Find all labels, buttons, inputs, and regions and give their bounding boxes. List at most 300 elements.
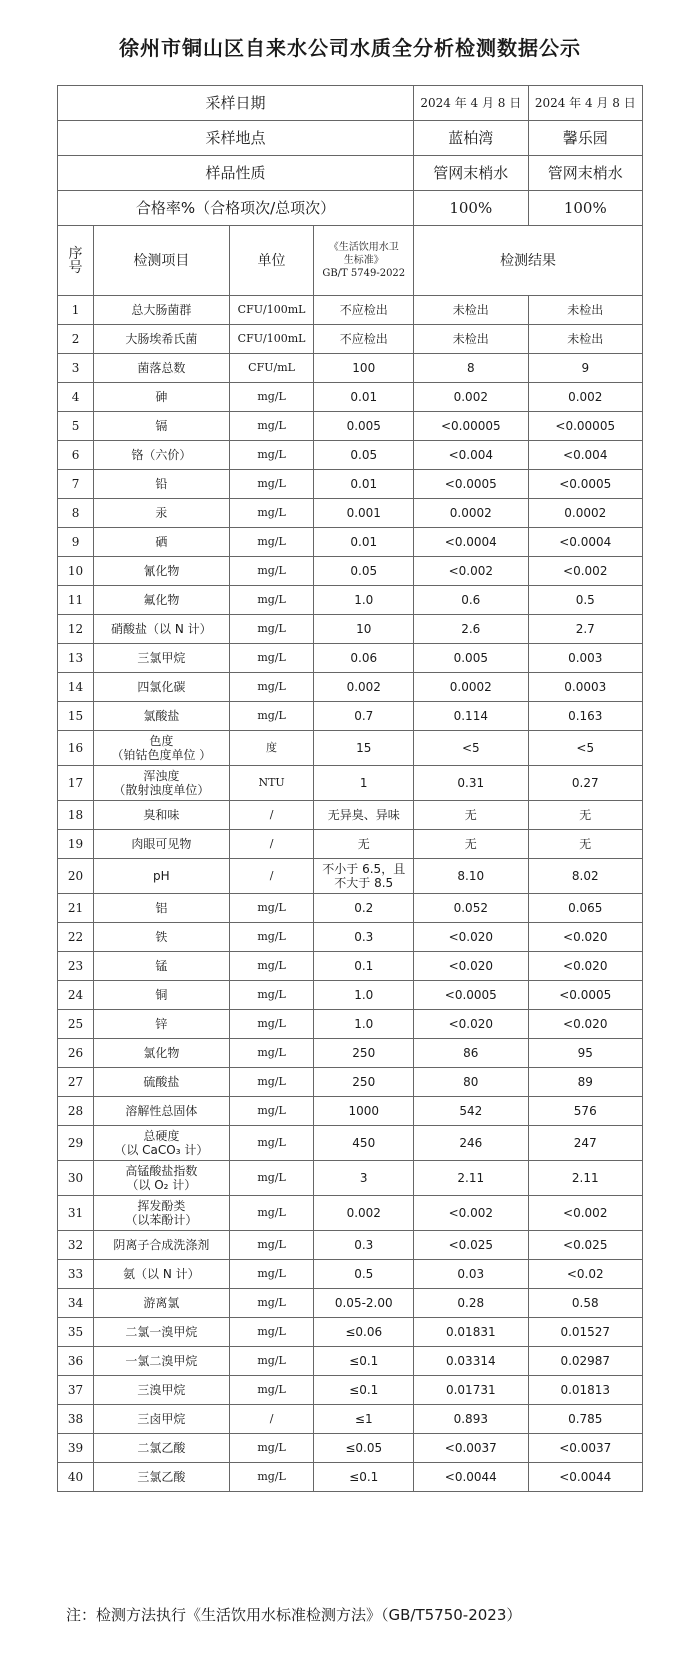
nature-value: 管网末梢水 xyxy=(528,156,642,191)
result-value: 0.03 xyxy=(414,1260,528,1289)
row-number: 24 xyxy=(58,981,94,1010)
standard-limit xyxy=(314,952,414,981)
standard-limit xyxy=(314,296,414,325)
unit: mg/L xyxy=(229,1231,314,1260)
unit: mg/L xyxy=(229,952,314,981)
result-value: 未检出 xyxy=(528,296,642,325)
table-row xyxy=(58,923,643,952)
standard-limit-line: 10 xyxy=(356,622,372,636)
item-name xyxy=(94,923,230,952)
item-name xyxy=(94,441,230,470)
unit: mg/L xyxy=(229,1196,314,1231)
result-value: 0.005 xyxy=(414,644,528,673)
standard-limit-line: 0.001 xyxy=(346,506,381,520)
table-row xyxy=(58,615,643,644)
rate-value: 100% xyxy=(528,191,642,226)
result-value: <0.0037 xyxy=(528,1434,642,1463)
row-number: 30 xyxy=(58,1161,94,1196)
item-name xyxy=(94,557,230,586)
standard-header-line: 生标准》 xyxy=(343,255,384,266)
unit: mg/L xyxy=(229,528,314,557)
row-number: 37 xyxy=(58,1376,94,1405)
table-row xyxy=(58,1039,643,1068)
table-row xyxy=(58,586,643,615)
date-value: 2024 年 4 月 8 日 xyxy=(528,86,642,121)
row-number: 11 xyxy=(58,586,94,615)
item-name-line: （以 O₂ 计） xyxy=(126,1178,197,1192)
result-value: <0.02 xyxy=(528,1260,642,1289)
standard-limit-line: 0.002 xyxy=(346,680,381,694)
result-value: 80 xyxy=(414,1068,528,1097)
table-row xyxy=(58,1161,643,1196)
unit-header: 单位 xyxy=(229,226,314,296)
row-number: 6 xyxy=(58,441,94,470)
table-row xyxy=(58,766,643,801)
standard-limit xyxy=(314,830,414,859)
row-number: 14 xyxy=(58,673,94,702)
row-number: 39 xyxy=(58,1434,94,1463)
item-name-line: 铅 xyxy=(155,477,168,491)
item-name-line: 二氯乙酸 xyxy=(137,1441,186,1455)
item-name-line: 氟化物 xyxy=(143,593,180,607)
item-name-line: 锰 xyxy=(155,959,168,973)
standard-limit xyxy=(314,644,414,673)
standard-limit-line: 1.0 xyxy=(354,988,374,1002)
standard-limit xyxy=(314,441,414,470)
seq-header-line: 序 xyxy=(68,245,83,262)
result-value: 0.893 xyxy=(414,1405,528,1434)
row-number: 21 xyxy=(58,894,94,923)
row-number: 12 xyxy=(58,615,94,644)
table-row xyxy=(58,1010,643,1039)
unit: mg/L xyxy=(229,383,314,412)
item-name xyxy=(94,766,230,801)
standard-limit xyxy=(314,1289,414,1318)
unit: mg/L xyxy=(229,1347,314,1376)
standard-limit xyxy=(314,766,414,801)
table-row xyxy=(58,1196,643,1231)
row-number: 10 xyxy=(58,557,94,586)
result-value: 0.01731 xyxy=(414,1376,528,1405)
standard-limit-line: ≤0.06 xyxy=(345,1325,383,1339)
water-quality-table xyxy=(57,85,643,1492)
item-name-line: 镉 xyxy=(155,419,168,433)
result-value: 0.065 xyxy=(528,894,642,923)
result-value: 246 xyxy=(414,1126,528,1161)
table-row xyxy=(58,830,643,859)
table-row xyxy=(58,1126,643,1161)
row-number: 4 xyxy=(58,383,94,412)
standard-limit-line: ≤0.1 xyxy=(349,1470,379,1484)
item-name-line: 高锰酸盐指数 xyxy=(125,1164,198,1178)
standard-header-line: 《生活饮用水卫 xyxy=(328,242,399,253)
table-row xyxy=(58,441,643,470)
result-value: 8.02 xyxy=(528,859,642,894)
standard-limit-line: 0.002 xyxy=(346,1206,381,1220)
standard-limit-line: 1000 xyxy=(348,1104,380,1118)
standard-limit-line: 0.05 xyxy=(350,448,378,462)
standard-limit-line: 不大于 8.5 xyxy=(334,876,394,890)
result-value: 2.6 xyxy=(414,615,528,644)
result-value: <0.002 xyxy=(528,557,642,586)
seq-header xyxy=(58,226,94,296)
result-value: 0.002 xyxy=(414,383,528,412)
standard-limit-line: 3 xyxy=(359,1171,368,1185)
item-name xyxy=(94,1463,230,1492)
row-number: 34 xyxy=(58,1289,94,1318)
item-name-line: （以苯酚计） xyxy=(125,1213,198,1227)
result-value: <0.00005 xyxy=(414,412,528,441)
item-name-line: 氯化物 xyxy=(143,1046,180,1060)
item-name xyxy=(94,1196,230,1231)
item-name xyxy=(94,354,230,383)
item-name-line: 色度 xyxy=(149,734,174,748)
item-name xyxy=(94,325,230,354)
unit: CFU/mL xyxy=(229,354,314,383)
item-name xyxy=(94,528,230,557)
nature-value: 管网末梢水 xyxy=(414,156,528,191)
item-name-line: 大肠埃希氏菌 xyxy=(125,332,198,346)
standard-limit-line: 100 xyxy=(352,361,376,375)
standard-header-line: GB/T 5749-2022 xyxy=(322,268,406,279)
table-row xyxy=(58,1318,643,1347)
unit: mg/L xyxy=(229,1126,314,1161)
table-row xyxy=(58,1231,643,1260)
standard-limit-line: ≤0.1 xyxy=(349,1354,379,1368)
result-value: <0.002 xyxy=(414,1196,528,1231)
table-row xyxy=(58,731,643,766)
result-value: 未检出 xyxy=(414,325,528,354)
table-row xyxy=(58,470,643,499)
row-number: 16 xyxy=(58,731,94,766)
row-number: 29 xyxy=(58,1126,94,1161)
result-value: 0.31 xyxy=(414,766,528,801)
item-name xyxy=(94,1161,230,1196)
standard-limit-line: 无异臭、异味 xyxy=(327,808,400,822)
item-name xyxy=(94,894,230,923)
item-name-line: 菌落总数 xyxy=(137,361,186,375)
row-number: 36 xyxy=(58,1347,94,1376)
standard-limit xyxy=(314,354,414,383)
result-value: <0.0044 xyxy=(414,1463,528,1492)
standard-limit xyxy=(314,1196,414,1231)
standard-limit xyxy=(314,859,414,894)
item-name xyxy=(94,1097,230,1126)
item-name xyxy=(94,644,230,673)
standard-limit-line: 0.1 xyxy=(354,959,374,973)
result-value: <0.0005 xyxy=(528,981,642,1010)
result-value: <0.020 xyxy=(414,952,528,981)
table-row xyxy=(58,1097,643,1126)
item-name-line: 一氯二溴甲烷 xyxy=(125,1354,198,1368)
nature-label: 样品性质 xyxy=(58,156,414,191)
unit: mg/L xyxy=(229,923,314,952)
unit: mg/L xyxy=(229,412,314,441)
table-row xyxy=(58,528,643,557)
result-value: <0.0037 xyxy=(414,1434,528,1463)
result-value: <0.020 xyxy=(528,923,642,952)
result-value: <0.020 xyxy=(414,923,528,952)
table-row xyxy=(58,801,643,830)
standard-limit xyxy=(314,499,414,528)
result-value: 0.01831 xyxy=(414,1318,528,1347)
standard-limit-line: 不小于 6.5，且 xyxy=(322,862,406,876)
item-name xyxy=(94,296,230,325)
result-value: <0.0044 xyxy=(528,1463,642,1492)
item-name xyxy=(94,1318,230,1347)
result-value: 0.58 xyxy=(528,1289,642,1318)
item-name-line: 硝酸盐（以 N 计） xyxy=(111,622,212,636)
standard-limit xyxy=(314,586,414,615)
location-value: 蓝柏湾 xyxy=(414,121,528,156)
row-number: 3 xyxy=(58,354,94,383)
item-name-line: 铬（六价） xyxy=(131,448,192,462)
summary-row-nature xyxy=(58,156,643,191)
standard-limit-line: 0.01 xyxy=(350,535,378,549)
standard-limit-line: 不应检出 xyxy=(339,303,388,317)
item-name xyxy=(94,702,230,731)
item-name xyxy=(94,731,230,766)
table-row xyxy=(58,1405,643,1434)
standard-limit-line: 1 xyxy=(359,776,368,790)
item-name xyxy=(94,952,230,981)
result-value: 无 xyxy=(414,830,528,859)
unit: mg/L xyxy=(229,470,314,499)
unit: mg/L xyxy=(229,981,314,1010)
table-row xyxy=(58,412,643,441)
standard-limit xyxy=(314,1260,414,1289)
unit: mg/L xyxy=(229,1318,314,1347)
item-name-line: 总硬度 xyxy=(143,1129,180,1143)
unit: mg/L xyxy=(229,615,314,644)
result-value: <0.020 xyxy=(414,1010,528,1039)
table-row xyxy=(58,354,643,383)
row-number: 25 xyxy=(58,1010,94,1039)
result-value: 0.01527 xyxy=(528,1318,642,1347)
standard-limit-line: 0.2 xyxy=(354,901,374,915)
unit: / xyxy=(229,1405,314,1434)
standard-limit-line: 不应检出 xyxy=(339,332,388,346)
item-name xyxy=(94,1405,230,1434)
result-value: 8 xyxy=(414,354,528,383)
summary-row-location xyxy=(58,121,643,156)
standard-limit-line: ≤0.1 xyxy=(349,1383,379,1397)
standard-limit xyxy=(314,1376,414,1405)
result-value: <0.002 xyxy=(528,1196,642,1231)
standard-limit-line: 0.06 xyxy=(350,651,378,665)
result-value: <0.020 xyxy=(528,952,642,981)
item-name xyxy=(94,801,230,830)
result-value: 0.6 xyxy=(414,586,528,615)
unit: mg/L xyxy=(229,1161,314,1196)
standard-limit xyxy=(314,1161,414,1196)
result-value: <5 xyxy=(414,731,528,766)
result-value: 无 xyxy=(528,801,642,830)
item-name-line: 肉眼可见物 xyxy=(131,837,192,851)
table-row xyxy=(58,383,643,412)
standard-limit xyxy=(314,981,414,1010)
item-name-line: 三氯甲烷 xyxy=(137,651,186,665)
item-name-line: 挥发酚类 xyxy=(137,1199,186,1213)
table-row xyxy=(58,499,643,528)
unit: / xyxy=(229,859,314,894)
table-row xyxy=(58,981,643,1010)
row-number: 32 xyxy=(58,1231,94,1260)
result-value: <0.0004 xyxy=(414,528,528,557)
standard-limit xyxy=(314,1097,414,1126)
unit: mg/L xyxy=(229,499,314,528)
table-row xyxy=(58,1260,643,1289)
item-name-line: 臭和味 xyxy=(143,808,180,822)
standard-limit xyxy=(314,1010,414,1039)
result-value: 576 xyxy=(528,1097,642,1126)
unit: 度 xyxy=(229,731,314,766)
result-value: <0.0004 xyxy=(528,528,642,557)
seq-header-line: 号 xyxy=(68,259,83,276)
table-row xyxy=(58,894,643,923)
item-name-line: 铝 xyxy=(155,901,168,915)
standard-limit xyxy=(314,1068,414,1097)
item-name xyxy=(94,499,230,528)
standard-limit xyxy=(314,1039,414,1068)
item-name xyxy=(94,1434,230,1463)
result-value: 0.0002 xyxy=(528,499,642,528)
unit: mg/L xyxy=(229,1097,314,1126)
result-value: 247 xyxy=(528,1126,642,1161)
table-row xyxy=(58,1376,643,1405)
row-number: 23 xyxy=(58,952,94,981)
standard-limit-line: 无 xyxy=(357,837,370,851)
unit: / xyxy=(229,830,314,859)
result-value: 0.0002 xyxy=(414,673,528,702)
result-value: 0.02987 xyxy=(528,1347,642,1376)
result-value: 86 xyxy=(414,1039,528,1068)
result-value: 542 xyxy=(414,1097,528,1126)
standard-limit-line: 15 xyxy=(356,741,372,755)
item-name-line: 铜 xyxy=(155,988,168,1002)
result-value: <0.0005 xyxy=(414,981,528,1010)
standard-header xyxy=(314,226,414,296)
unit: NTU xyxy=(229,766,314,801)
standard-limit xyxy=(314,731,414,766)
item-name-line: 氨（以 N 计） xyxy=(123,1267,200,1281)
standard-limit xyxy=(314,702,414,731)
item-name-line: 游离氯 xyxy=(143,1296,180,1310)
result-value: <5 xyxy=(528,731,642,766)
table-row xyxy=(58,1068,643,1097)
row-number: 9 xyxy=(58,528,94,557)
row-number: 38 xyxy=(58,1405,94,1434)
result-value: 2.11 xyxy=(528,1161,642,1196)
standard-limit-line: 0.01 xyxy=(350,390,378,404)
item-name-line: （铂钴色度单位 ） xyxy=(111,748,212,762)
standard-limit-line: ≤1 xyxy=(354,1412,373,1426)
unit: / xyxy=(229,801,314,830)
item-name-line: 氰化物 xyxy=(143,564,180,578)
item-name-line: 砷 xyxy=(155,390,168,404)
item-name xyxy=(94,1068,230,1097)
unit: mg/L xyxy=(229,1010,314,1039)
summary-row-date xyxy=(58,86,643,121)
table-row xyxy=(58,644,643,673)
item-name xyxy=(94,981,230,1010)
item-name xyxy=(94,1260,230,1289)
result-value: <0.0005 xyxy=(414,470,528,499)
row-number: 40 xyxy=(58,1463,94,1492)
standard-limit xyxy=(314,1347,414,1376)
result-value: 0.052 xyxy=(414,894,528,923)
result-value: 0.0002 xyxy=(414,499,528,528)
standard-limit xyxy=(314,1463,414,1492)
result-value: 0.03314 xyxy=(414,1347,528,1376)
item-name-line: 总大肠菌群 xyxy=(131,303,192,317)
unit: mg/L xyxy=(229,557,314,586)
result-value: 0.01813 xyxy=(528,1376,642,1405)
standard-limit-line: 250 xyxy=(352,1046,376,1060)
item-header: 检测项目 xyxy=(94,226,230,296)
standard-limit-line: 0.7 xyxy=(354,709,374,723)
standard-limit-line: 0.3 xyxy=(354,1238,374,1252)
item-name-line: 三氯乙酸 xyxy=(137,1470,186,1484)
standard-limit xyxy=(314,615,414,644)
unit: CFU/100mL xyxy=(229,296,314,325)
table-row xyxy=(58,557,643,586)
row-number: 19 xyxy=(58,830,94,859)
result-value: 89 xyxy=(528,1068,642,1097)
standard-limit-line: 1.0 xyxy=(354,1017,374,1031)
item-name xyxy=(94,830,230,859)
result-value: 无 xyxy=(528,830,642,859)
standard-limit-line: 250 xyxy=(352,1075,376,1089)
standard-limit xyxy=(314,1405,414,1434)
item-name xyxy=(94,1289,230,1318)
row-number: 5 xyxy=(58,412,94,441)
date-label: 采样日期 xyxy=(58,86,414,121)
standard-limit xyxy=(314,1126,414,1161)
item-name xyxy=(94,586,230,615)
column-header-row xyxy=(58,226,643,296)
item-name xyxy=(94,673,230,702)
row-number: 13 xyxy=(58,644,94,673)
item-name-line: 铁 xyxy=(155,930,168,944)
item-name-line: 四氯化碳 xyxy=(137,680,186,694)
result-value: <0.004 xyxy=(528,441,642,470)
result-value: 9 xyxy=(528,354,642,383)
row-number: 35 xyxy=(58,1318,94,1347)
footnote: 注：检测方法执行《生活饮用水标准检测方法》（GB/T5750-2023） xyxy=(66,1606,522,1624)
standard-limit-line: 1.0 xyxy=(354,593,374,607)
table-row xyxy=(58,1347,643,1376)
result-value: 0.28 xyxy=(414,1289,528,1318)
table-row xyxy=(58,1434,643,1463)
item-name-line: 硫酸盐 xyxy=(143,1075,180,1089)
item-name-line: 溶解性总固体 xyxy=(125,1104,198,1118)
item-name-line: 二氯一溴甲烷 xyxy=(125,1325,198,1339)
item-name-line: （以 CaCO₃ 计） xyxy=(114,1143,209,1157)
item-name xyxy=(94,412,230,441)
result-value: <0.025 xyxy=(414,1231,528,1260)
unit: mg/L xyxy=(229,1068,314,1097)
unit: mg/L xyxy=(229,1376,314,1405)
standard-limit-line: 450 xyxy=(352,1136,376,1150)
row-number: 17 xyxy=(58,766,94,801)
unit: CFU/100mL xyxy=(229,325,314,354)
item-name xyxy=(94,470,230,499)
item-name-line: 氯酸盐 xyxy=(143,709,180,723)
standard-limit xyxy=(314,1231,414,1260)
standard-limit-line: ≤0.05 xyxy=(345,1441,383,1455)
table-row xyxy=(58,952,643,981)
